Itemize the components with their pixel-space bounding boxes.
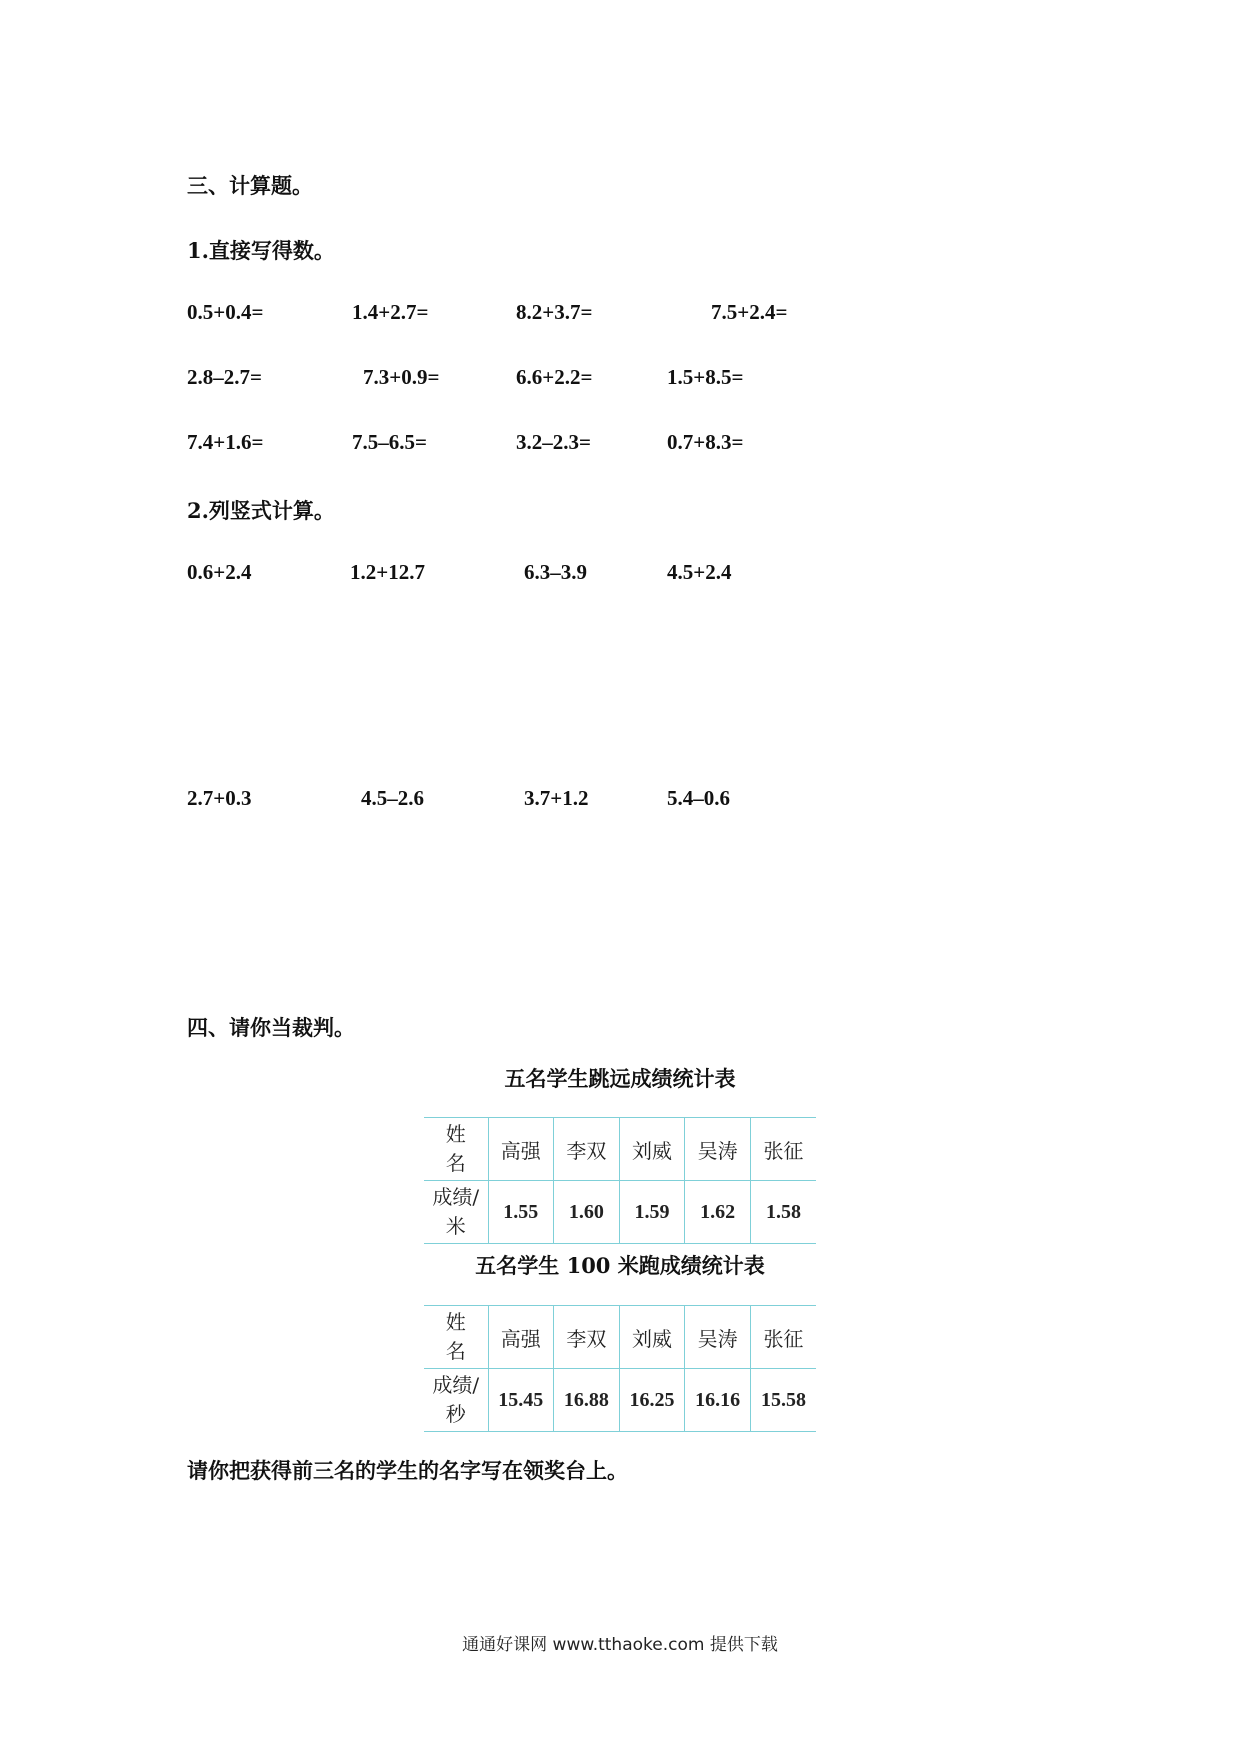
expression: 4.5–2.6 xyxy=(361,786,424,810)
value-cell: 16.25 xyxy=(619,1369,685,1432)
sprint-table xyxy=(424,1305,816,1432)
expression: 2.7+0.3 xyxy=(187,786,252,810)
table-2-caption: 五名学生 100 米跑成绩统计表 xyxy=(475,1253,765,1278)
name-cell: 吴涛 xyxy=(685,1306,751,1369)
header-label: 姓名 xyxy=(445,1122,466,1175)
expression: 7.5+2.4= xyxy=(711,300,788,324)
value-cell: 15.45 xyxy=(488,1369,554,1432)
value-label-cell xyxy=(424,1369,488,1432)
table-row xyxy=(424,1306,816,1369)
header-cell xyxy=(424,1118,488,1181)
expression: 3.2–2.3= xyxy=(516,430,591,454)
expression: 1.4+2.7= xyxy=(352,300,429,324)
value-cell: 16.16 xyxy=(685,1369,751,1432)
value-cell: 16.88 xyxy=(554,1369,620,1432)
table-1-caption: 五名学生跳远成绩统计表 xyxy=(504,1066,736,1091)
expression: 6.6+2.2= xyxy=(516,365,593,389)
table-row xyxy=(424,1181,816,1244)
expression: 0.5+0.4= xyxy=(187,300,264,324)
header-label: 姓名 xyxy=(445,1310,466,1363)
footer-credit: 通通好课网 www.tthaoke.com 提供下载 xyxy=(462,1635,778,1655)
value-cell: 1.62 xyxy=(685,1181,751,1244)
expression: 1.5+8.5= xyxy=(667,365,744,389)
name-cell: 张征 xyxy=(750,1118,816,1181)
name-cell: 李双 xyxy=(554,1306,620,1369)
expression: 1.2+12.7 xyxy=(350,560,425,584)
value-label-cell xyxy=(424,1181,488,1244)
value-cell: 1.60 xyxy=(554,1181,620,1244)
expression: 0.7+8.3= xyxy=(667,430,744,454)
table-row xyxy=(424,1369,816,1432)
header-cell xyxy=(424,1306,488,1369)
name-cell: 高强 xyxy=(488,1118,554,1181)
expression: 7.4+1.6= xyxy=(187,430,264,454)
table-row xyxy=(424,1118,816,1181)
expression: 4.5+2.4 xyxy=(667,560,732,584)
expression: 5.4–0.6 xyxy=(667,786,730,810)
value-cell: 1.55 xyxy=(488,1181,554,1244)
expression: 7.3+0.9= xyxy=(363,365,440,389)
expression: 0.6+2.4 xyxy=(187,560,252,584)
part-1-title: 1.直接写得数。 xyxy=(187,238,335,263)
section-4-title: 四、请你当裁判。 xyxy=(187,1015,355,1040)
name-cell: 张征 xyxy=(750,1306,816,1369)
name-cell: 刘威 xyxy=(619,1118,685,1181)
value-cell: 1.58 xyxy=(750,1181,816,1244)
name-cell: 李双 xyxy=(554,1118,620,1181)
value-label: 成绩/米 xyxy=(432,1185,480,1238)
expression: 2.8–2.7= xyxy=(187,365,262,389)
value-cell: 1.59 xyxy=(619,1181,685,1244)
section-3-title: 三、计算题。 xyxy=(187,173,313,198)
expression: 3.7+1.2 xyxy=(524,786,589,810)
name-cell: 吴涛 xyxy=(685,1118,751,1181)
expression: 6.3–3.9 xyxy=(524,560,587,584)
expression: 7.5–6.5= xyxy=(352,430,427,454)
instruction-text: 请你把获得前三名的学生的名字写在领奖台上。 xyxy=(187,1458,628,1483)
name-cell: 刘威 xyxy=(619,1306,685,1369)
expression: 8.2+3.7= xyxy=(516,300,593,324)
part-2-title: 2.列竖式计算。 xyxy=(187,498,335,523)
value-label: 成绩/秒 xyxy=(432,1373,480,1426)
long-jump-table xyxy=(424,1117,816,1244)
name-cell: 高强 xyxy=(488,1306,554,1369)
value-cell: 15.58 xyxy=(750,1369,816,1432)
